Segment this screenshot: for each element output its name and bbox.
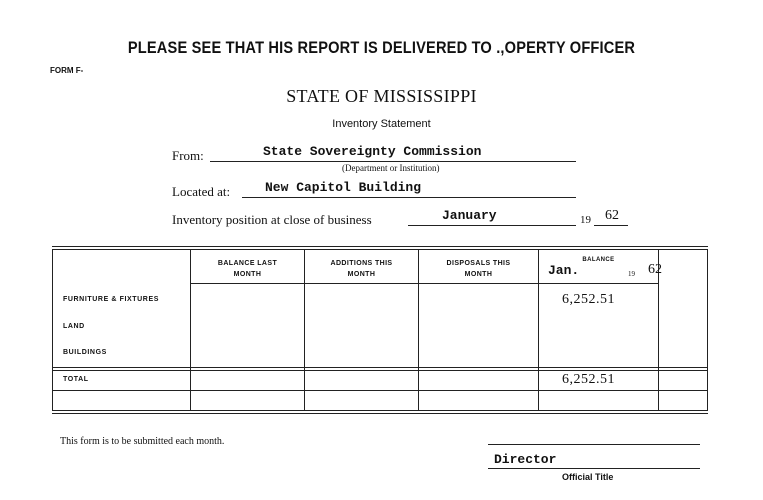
- position-underline: [408, 225, 576, 226]
- row-label-total: TOTAL: [63, 376, 89, 383]
- column-header-line: BALANCE LAST: [217, 260, 278, 267]
- state-title: STATE OF MISSISSIPPI: [286, 86, 477, 106]
- table-top-rule-double: [52, 249, 708, 250]
- row-label-buildings: BUILDINGS: [63, 349, 107, 356]
- from-label: From:: [172, 148, 204, 163]
- located-underline: [242, 197, 576, 198]
- total-row-bottom-rule: [52, 390, 708, 391]
- balance-date-month: Jan.: [548, 263, 580, 278]
- year-underline: [594, 225, 628, 226]
- submission-note: This form is to be submitted each month.: [60, 436, 225, 447]
- column-header-balance-last: [191, 258, 304, 280]
- from-value: State Sovereignty Commission: [263, 144, 482, 159]
- column-header-disposals: [419, 258, 538, 280]
- total-row-top-rule: [52, 367, 708, 368]
- table-bottom-rule: [52, 410, 708, 411]
- balance-furniture: 6,252.51: [562, 292, 615, 307]
- table-top-rule: [52, 246, 708, 247]
- table-right-border: [707, 249, 708, 410]
- column-header-line: MONTH: [233, 271, 262, 278]
- year-value: 62: [605, 208, 619, 223]
- balance-date-year: 62: [648, 262, 662, 277]
- column-header-additions: [305, 258, 418, 280]
- from-underline: [210, 161, 576, 162]
- document-subtitle: Inventory Statement: [332, 118, 431, 130]
- official-title-line: [488, 468, 700, 469]
- position-month: January: [442, 208, 497, 223]
- delivery-notice: PLEASE SEE THAT HIS REPORT IS DELIVERED TO .,OPERTY OFFICER: [127, 38, 636, 57]
- total-row-top-rule-double: [52, 370, 708, 371]
- column-header-line: DISPOSALS THIS: [446, 260, 511, 267]
- from-caption: (Department or Institution): [342, 163, 440, 173]
- column-header-balance: BALANCE: [582, 257, 615, 263]
- table-left-border: [52, 249, 53, 410]
- official-title-caption: Official Title: [562, 472, 614, 482]
- column-header-line: MONTH: [464, 271, 493, 278]
- column-divider: [538, 249, 539, 410]
- header-row-rule: [190, 283, 658, 284]
- row-label-furniture: FURNITURE & FIXTURES: [63, 296, 159, 303]
- column-header-line: MONTH: [347, 271, 376, 278]
- balance-date-prefix: 19: [628, 270, 635, 278]
- position-label: Inventory position at close of business: [172, 212, 372, 227]
- table-bottom-rule-double: [52, 413, 708, 414]
- located-label: Located at:: [172, 184, 231, 199]
- year-prefix: 19: [580, 214, 591, 226]
- form-number-label: FORM F-: [50, 66, 84, 75]
- located-value: New Capitol Building: [265, 180, 422, 195]
- column-header-line: ADDITIONS THIS: [330, 260, 393, 267]
- balance-total: 6,252.51: [562, 372, 615, 387]
- signature-title: Director: [494, 452, 557, 467]
- signature-line: [488, 444, 700, 445]
- row-label-land: LAND: [63, 323, 85, 330]
